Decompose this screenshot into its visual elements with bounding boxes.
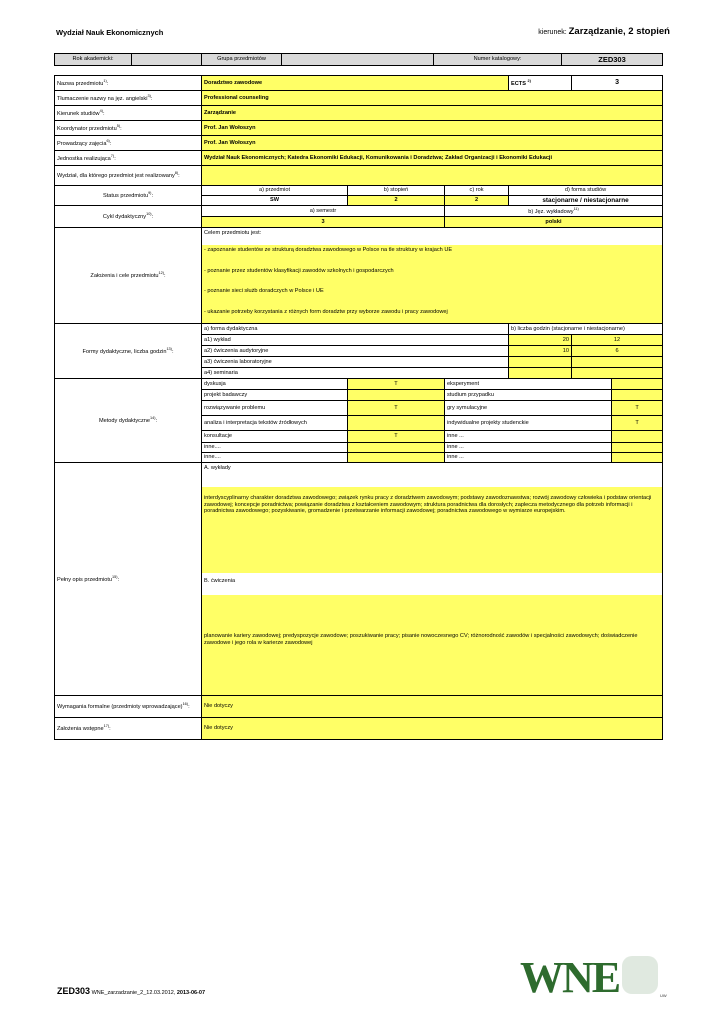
form-row-stat[interactable]: 20	[509, 335, 572, 346]
prereq-value[interactable]: Nie dotyczy	[202, 718, 663, 740]
forms-head-a: a) forma dydaktyczna	[202, 324, 509, 335]
ects-value[interactable]: 3	[572, 76, 663, 91]
exercise-text: planowanie kariery zawodowej; predyspozycje zawodowe; poszukiwanie pracy; pisanie nowoczesnego CV; różnorodność zawodów i specjalności zawodowych; doświadczenie zawodowe i jego rola w karierze zawodowej	[202, 595, 662, 695]
goal-item: - ukazanie potrzeby korzystania z różnych form doradztw przy wyborze zawodu i pracy zawodowej	[204, 309, 448, 315]
name-label: Nazwa przedmiotu$^{1)}$:	[55, 76, 202, 91]
course-table	[54, 75, 663, 740]
english-value[interactable]: Professional counseling	[202, 91, 663, 106]
goal-item: - poznanie przez studentów klasyfikacji zawodów szkolnych i gospodarczych	[204, 268, 394, 274]
exercise-heading: B. ćwiczenia	[202, 573, 662, 595]
topbar-table	[54, 53, 663, 66]
faculty-header: Wydział Nauk Ekonomicznych	[56, 28, 164, 37]
method-right: indywidualne projekty studenckie	[445, 416, 612, 431]
form-row-name: a1) wykład	[202, 335, 509, 346]
description-cell[interactable]	[202, 463, 663, 696]
academic-year-value[interactable]	[132, 54, 202, 66]
logo-small-text: UW	[660, 993, 667, 998]
method-left-mark[interactable]	[348, 453, 445, 463]
logo-text: WNE	[520, 953, 620, 1002]
goal-item: - zapoznanie studentów ze strukturą doradztwa zawodowego w Polsce na tle struktury w krajach UE	[204, 247, 453, 253]
status-val-b[interactable]: 2	[348, 196, 445, 206]
form-row-niestat[interactable]: 6	[572, 346, 663, 357]
description-label: Pełny opis przedmiotu$^{15)}$:	[55, 463, 202, 696]
method-right: gry symulacyjne	[445, 401, 612, 416]
field-header	[538, 26, 670, 37]
method-right-mark[interactable]	[612, 443, 663, 453]
goals-cell[interactable]	[202, 228, 663, 324]
name-value[interactable]: Doradztwo zawodowe	[202, 76, 509, 91]
forms-head-b: b) liczba godzin (stacjonarne i niestacjonarne)	[509, 324, 663, 335]
method-left: projekt badawczy	[202, 390, 348, 401]
for-faculty-value[interactable]	[202, 166, 663, 186]
cycle-label: Cykl dydaktyczny$^{10)}$:	[55, 206, 202, 228]
goal-item: - poznanie sieci służb doradczych w Polsce i UE	[204, 288, 324, 294]
method-left: inne....	[202, 453, 348, 463]
status-val-c[interactable]: 2	[445, 196, 509, 206]
goals-label: Założenia i cele przedmiotu$^{12)}$:	[55, 228, 202, 324]
group-label: Grupa przedmiotów	[202, 54, 282, 66]
goals-intro: Celem przedmiotu jest:	[202, 228, 662, 245]
lecture-text: interdyscyplinarny charakter doradztwa zawodowego; związek rynku pracy z doradztwem zawodowym; podstawy zawodoznawstwa; rozwój zawodowy człowieka i podstaw orientacji zawodowej; koncepcje poradnictwa; powiązanie doradztwa z kształceniem zawodowym; struktura poradnictwa dla dorosłych; zaplecza metodycznego dla potrzeb informacji i poradnictwa zawodowego; pozyskiwanie, gromadzenie i przetwarzanie informacji zawodowej; poradnictwa zawodowego w wymiarze europejskim.	[202, 487, 662, 573]
catalog-label: Numer katalogowy:	[434, 54, 562, 66]
group-value[interactable]	[282, 54, 434, 66]
status-col-a: a) przedmiot	[202, 186, 348, 196]
form-row-niestat[interactable]	[572, 368, 663, 379]
footer-file: WNE_zarzadzanie_2_12.03.2012,	[91, 990, 176, 996]
method-left: konsultacje	[202, 431, 348, 443]
goals-list	[202, 245, 662, 323]
method-right-mark[interactable]	[612, 390, 663, 401]
prereq-label: Założenia wstępne$^{17)}$:	[55, 718, 202, 740]
catalog-value[interactable]: ZED303	[562, 54, 663, 66]
form-row-stat[interactable]: 10	[509, 346, 572, 357]
method-right-mark[interactable]	[612, 379, 663, 390]
unit-value[interactable]: Wydział Nauk Ekonomicznych; Katedra Ekonomiki Edukacji, Komunikowania i Doradztwa; Zakład Organizacji i Ekonomiki Edukacji	[202, 151, 663, 166]
method-right: studium przypadku	[445, 390, 612, 401]
cycle-val-a[interactable]: 3	[202, 217, 445, 228]
for-faculty-label: Wydział, dla którego przedmiot jest realizowany$^{8)}$:	[55, 166, 202, 186]
lecture-heading: A. wykłady	[202, 463, 662, 487]
methods-label: Metody dydaktyczne$^{14)}$:	[55, 379, 202, 463]
footer	[57, 986, 205, 996]
method-right-mark[interactable]: T	[612, 416, 663, 431]
footer-code: ZED303	[57, 986, 91, 996]
field-label: Kierunek studiów$^{4)}$:	[55, 106, 202, 121]
method-right: eksperyment	[445, 379, 612, 390]
method-left-mark[interactable]: T	[348, 431, 445, 443]
form-row-stat[interactable]	[509, 368, 572, 379]
coordinator-value[interactable]: Prof. Jan Wołoszyn	[202, 121, 663, 136]
academic-year-label: Rok akademicki:	[55, 54, 132, 66]
status-col-d: d) forma studiów	[509, 186, 663, 196]
cycle-col-b: b) Jęz. wykładowy$^{11)}$	[445, 206, 663, 217]
form-row-name: a3) ćwiczenia laboratoryjne	[202, 357, 509, 368]
status-label: Status przedmiotu$^{9)}$:	[55, 186, 202, 206]
method-left: dyskusja	[202, 379, 348, 390]
form-row-stat[interactable]	[509, 357, 572, 368]
method-left: inne....	[202, 443, 348, 453]
method-left: analiza i interpretacja tekstów źródłowych	[202, 416, 348, 431]
ects-label: ECTS $^{2)}$	[509, 76, 572, 91]
forms-label: Formy dydaktyczne, liczba godzin$^{13)}$:	[55, 324, 202, 379]
field-prefix: kierunek:	[538, 29, 567, 36]
method-left-mark[interactable]: T	[348, 401, 445, 416]
form-row-niestat[interactable]	[572, 357, 663, 368]
formal-value[interactable]: Nie dotyczy	[202, 696, 663, 718]
wne-logo	[518, 952, 666, 1000]
footer-date: 2013-06-07	[176, 990, 206, 996]
status-col-b: b) stopień	[348, 186, 445, 196]
status-val-d[interactable]: stacjonarne / niestacjonarne	[509, 196, 663, 206]
teachers-value[interactable]: Prof. Jan Wołoszyn	[202, 136, 663, 151]
method-right: inne ...	[445, 443, 612, 453]
method-right-mark[interactable]: T	[612, 401, 663, 416]
field-value-cell[interactable]: Zarządzanie	[202, 106, 663, 121]
formal-label: Wymagania formalne (przedmioty wprowadzające)$^{16)}$:	[55, 696, 202, 718]
method-left-mark[interactable]	[348, 443, 445, 453]
unit-label: Jednostka realizująca$^{7)}$:	[55, 151, 202, 166]
method-right-mark[interactable]	[612, 431, 663, 443]
method-right: inne ...	[445, 431, 612, 443]
method-left: rozwiązywanie problemu	[202, 401, 348, 416]
coordinator-label: Koordynator przedmiotu$^{5)}$:	[55, 121, 202, 136]
cycle-val-b[interactable]: polski	[445, 217, 663, 228]
method-right-mark[interactable]	[612, 453, 663, 463]
english-label: Tłumaczenie nazwy na jęz. angielski$^{3)}$:	[55, 91, 202, 106]
method-left-mark[interactable]	[348, 390, 445, 401]
method-right: inne ...	[445, 453, 612, 463]
method-left-mark[interactable]	[348, 416, 445, 431]
status-val-a[interactable]: SW	[202, 196, 348, 206]
method-left-mark[interactable]: T	[348, 379, 445, 390]
form-row-name: a2) ćwiczenia audytoryjne	[202, 346, 509, 357]
field-value: Zarządzanie, 2 stopień	[568, 26, 670, 37]
teachers-label: Prowadzący zajęcia$^{6)}$:	[55, 136, 202, 151]
form-row-niestat[interactable]: 12	[572, 335, 663, 346]
form-row-name: a4) seminaria	[202, 368, 509, 379]
cycle-col-a: a) semestr	[202, 206, 445, 217]
status-col-c: c) rok	[445, 186, 509, 196]
